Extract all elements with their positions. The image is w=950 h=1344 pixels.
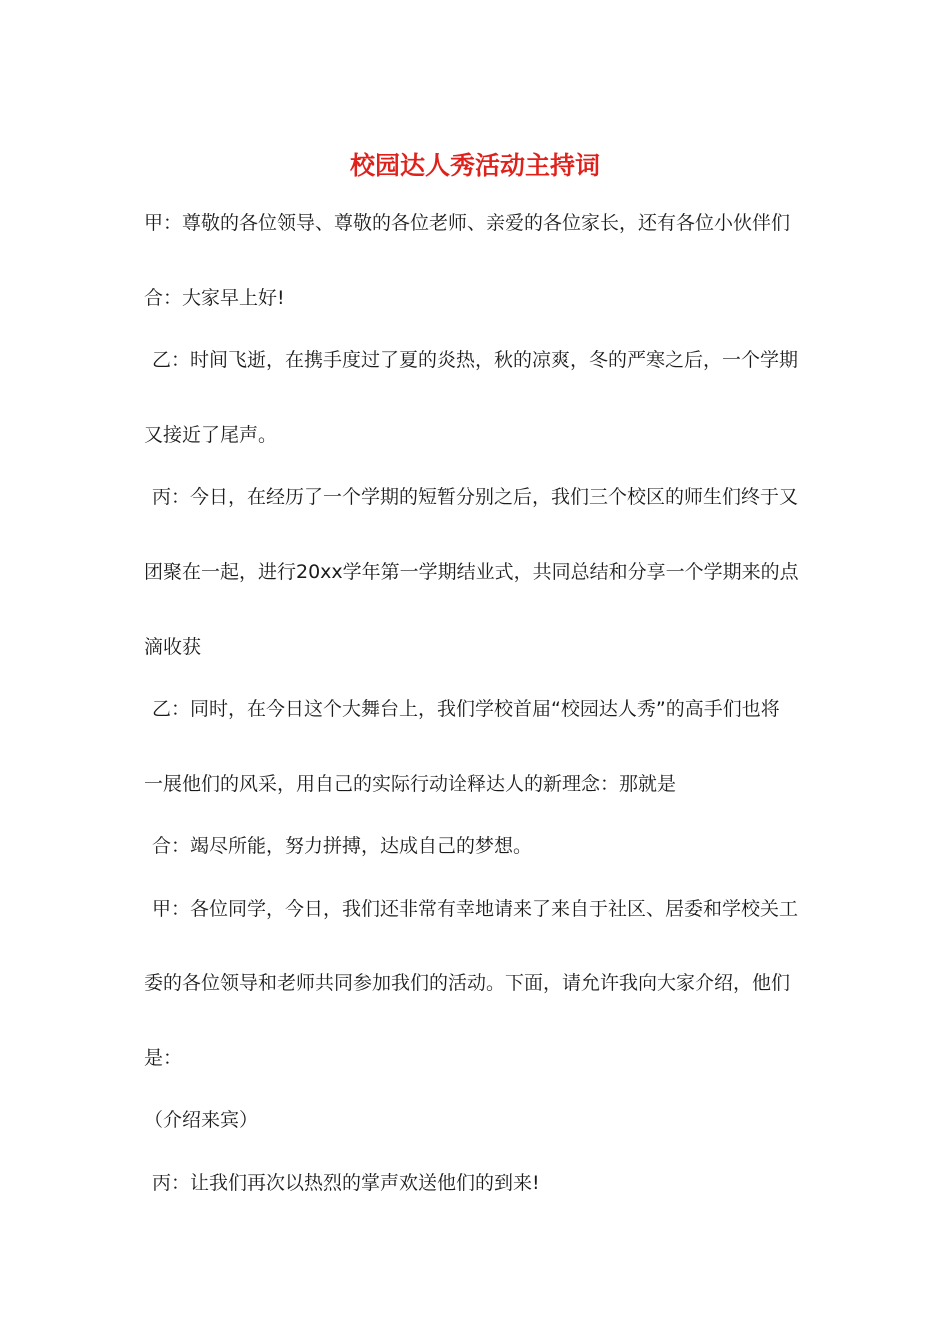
text-line-3: 乙：时间飞逝，在携手度过了夏的炎热，秋的凉爽，冬的严寒之后，一个学期 [152,349,799,371]
text-line-15: 丙：让我们再次以热烈的掌声欢送他们的到来! [152,1172,540,1194]
text-line-1: 甲：尊敬的各位领导、尊敬的各位老师、亲爱的各位家长，还有各位小伙伴们 [144,212,791,234]
text-line-7: 滴收获 [144,636,202,658]
text-line-11: 甲：各位同学，今日，我们还非常有幸地请来了来自于社区、居委和学校关工 [152,898,799,920]
text-line-14: （介绍来宾） [144,1109,259,1131]
text-line-9: 一展他们的风采，用自己的实际行动诠释达人的新理念：那就是 [144,773,677,795]
text-line-4: 又接近了尾声。 [144,424,278,446]
text-line-5: 丙：今日，在经历了一个学期的短暂分别之后，我们三个校区的师生们终于又 [152,486,799,508]
document-title: 校园达人秀活动主持词 [349,151,600,180]
text-line-13: 是： [144,1047,183,1069]
text-line-10: 合：竭尽所能，努力拼搏，达成自己的梦想。 [152,835,533,857]
text-line-2: 合：大家早上好! [144,287,285,309]
text-line-8: 乙：同时，在今日这个大舞台上，我们学校首届“校园达人秀”的高手们也将 [152,698,780,720]
text-line-6: 团聚在一起，进行20xx学年第一学期结业式，共同总结和分享一个学期来的点 [144,561,799,583]
text-line-12: 委的各位领导和老师共同参加我们的活动。下面，请允许我向大家介绍，他们 [144,972,791,994]
